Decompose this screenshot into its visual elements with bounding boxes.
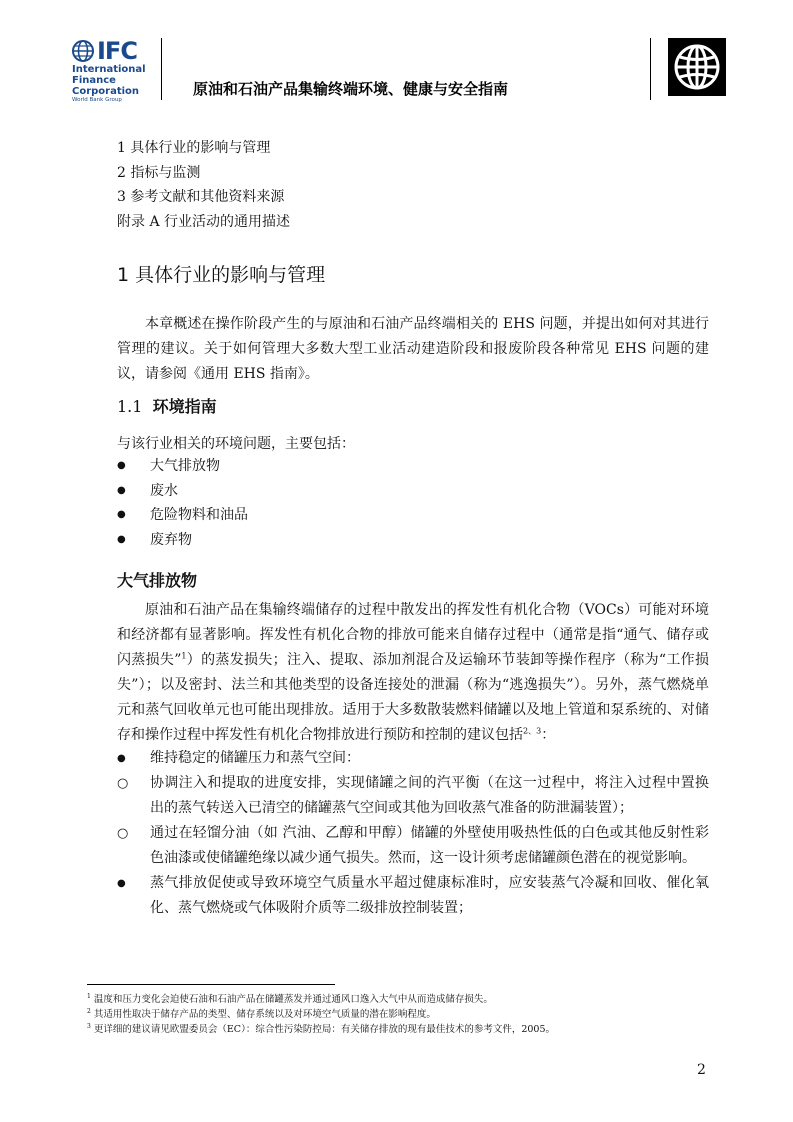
circle-bullet-icon: ○ — [117, 826, 129, 841]
footnote-ref-1[interactable]: 1 — [181, 651, 187, 661]
footnote-ref-2-3[interactable]: 2、3 — [523, 726, 542, 736]
world-bank-globe-icon — [668, 38, 726, 96]
section-1-1-number: 1.1 — [117, 397, 143, 416]
bullet-icon: ● — [117, 753, 126, 764]
footnote-number: 1 — [87, 992, 91, 1000]
list-item-text: 大气排放物 — [150, 458, 220, 474]
toc-item[interactable]: 2 指标与监测 — [117, 164, 201, 181]
list-item — [117, 454, 248, 479]
toc-item[interactable]: 附录 A 行业活动的通用描述 — [117, 213, 291, 230]
ifc-line1: International — [72, 64, 146, 75]
air-emissions-heading: 大气排放物 — [117, 571, 198, 590]
section-1-1-heading — [117, 394, 217, 417]
ifc-brand: IFC — [97, 37, 137, 65]
air-text-part2: ）的蒸发损失；注入、提取、添加剂混合及运输环节装卸等操作程序（称为“工作损失”）；以及密封、法兰和其他类型的设备连接处的泄漏（称为“逃逸损失”）。另外，蒸气燃烧单元和蒸气回收单元也可能出现排放。适用于大多数散装燃料储罐以及地上管道和泵系统的、对储存和操作过程中挥发性有机化合物排放进行预防和控制的建议包括 — [117, 652, 709, 743]
page-content — [117, 136, 709, 916]
list-item — [117, 479, 248, 504]
footnote-number: 2 — [87, 1007, 91, 1015]
header-divider-right — [650, 38, 651, 100]
circle-bullet-icon: ○ — [117, 776, 129, 791]
footnote-text: 更详细的建议请见欧盟委员会（EC）：综合性污染防控局：有关储存排放的现有最佳技术的参考文件，2005。 — [93, 1024, 555, 1035]
list-item — [117, 746, 709, 771]
list-item-text: 废水 — [150, 482, 178, 499]
ifc-group: World Bank Group — [72, 97, 122, 103]
list-item — [117, 821, 709, 871]
section-1-1-title: 环境指南 — [152, 397, 217, 416]
section-1-intro: 本章概述在操作阶段产生的与原油和石油产品终端相关的 EHS 问题，并提出如何对其进行管理的建议。关于如何管理大多数大型工业活动建造阶段和报废阶段各种常见 EHS 问题的建议，请参阅《通用 EHS 指南》。 — [117, 316, 709, 382]
list-item — [117, 771, 709, 821]
page-header — [0, 0, 793, 110]
bullet-icon: ● — [117, 533, 126, 545]
list-item-text: 协调注入和提取的进度安排，实现储罐之间的汽平衡（在这一过程中，将注入过程中置换出的蒸气转送入已清空的储罐蒸气空间或其他为回收蒸气准备的防泄漏装置）； — [150, 775, 709, 816]
list-item-text: 蒸气排放促使或导致环境空气质量水平超过健康标准时，应安装蒸气冷凝和回收、催化氧化、蒸气燃烧或气体吸附介质等二级排放控制装置； — [150, 875, 709, 916]
air-text-part1: 原油和石油产品在集输终端储存的过程中散发出的挥发性有机化合物（VOCs）可能对环境和经济都有显著影响。挥发性有机化合物的排放可能来自储存过程中（通常是指“通气、储存或闪蒸损失” — [117, 602, 709, 668]
header-title: 原油和石油产品集输终端环境、健康与安全指南 — [193, 80, 509, 98]
globe-icon — [72, 40, 94, 62]
section-1-1-lead: 与该行业相关的环境问题，主要包括： — [117, 436, 355, 452]
footnote — [87, 1022, 707, 1037]
list-item-text: 废弃物 — [150, 531, 192, 548]
header-divider-left — [161, 38, 162, 100]
footnote-divider — [87, 984, 335, 985]
bullet-icon: ● — [117, 484, 126, 496]
ifc-logo — [72, 38, 152, 108]
page-number: 2 — [697, 1062, 706, 1078]
footnote-text: 其适用性取决于储存产品的类型、储存系统以及对环境空气质量的潜在影响程度。 — [93, 1009, 436, 1020]
footnote-number: 3 — [87, 1022, 91, 1030]
list-item-text: 通过在轻馏分油（如 汽油、乙醇和甲醇）储罐的外壁使用吸热性低的白色或其他反射性彩色油漆或使储罐绝缘以减少通气损失。然而，这一设计须考虑储罐颜色潜在的视觉影响。 — [150, 825, 709, 866]
footnote-text: 温度和压力变化会迫使石油和石油产品在储罐蒸发并通过通风口逸入大气中从而造成储存损失。 — [93, 994, 493, 1005]
footnotes — [87, 992, 707, 1037]
ifc-line3: Corporation — [72, 86, 140, 97]
bullet-icon: ● — [117, 460, 126, 471]
ifc-line2: Finance — [72, 75, 116, 86]
list-item-text: 危险物料和油品 — [150, 507, 248, 523]
list-item — [117, 503, 248, 528]
air-recommendations-list — [117, 746, 709, 921]
table-of-contents — [117, 136, 709, 234]
bullet-icon: ● — [117, 878, 126, 889]
toc-item[interactable]: 1 具体行业的影响与管理 — [117, 140, 271, 156]
list-item — [117, 528, 248, 553]
air-text-part3: ： — [541, 727, 556, 743]
air-emissions-paragraph — [117, 598, 709, 748]
toc-item[interactable]: 3 参考文献和其他资料来源 — [117, 189, 285, 205]
footnote — [87, 992, 707, 1007]
footnote — [87, 1007, 707, 1022]
section-1-heading: 1 具体行业的影响与管理 — [117, 264, 326, 286]
list-item — [117, 871, 709, 921]
bullet-icon: ● — [117, 509, 126, 520]
list-item-text: 维持稳定的储罐压力和蒸气空间： — [150, 750, 360, 766]
environment-issues-list — [117, 454, 248, 552]
